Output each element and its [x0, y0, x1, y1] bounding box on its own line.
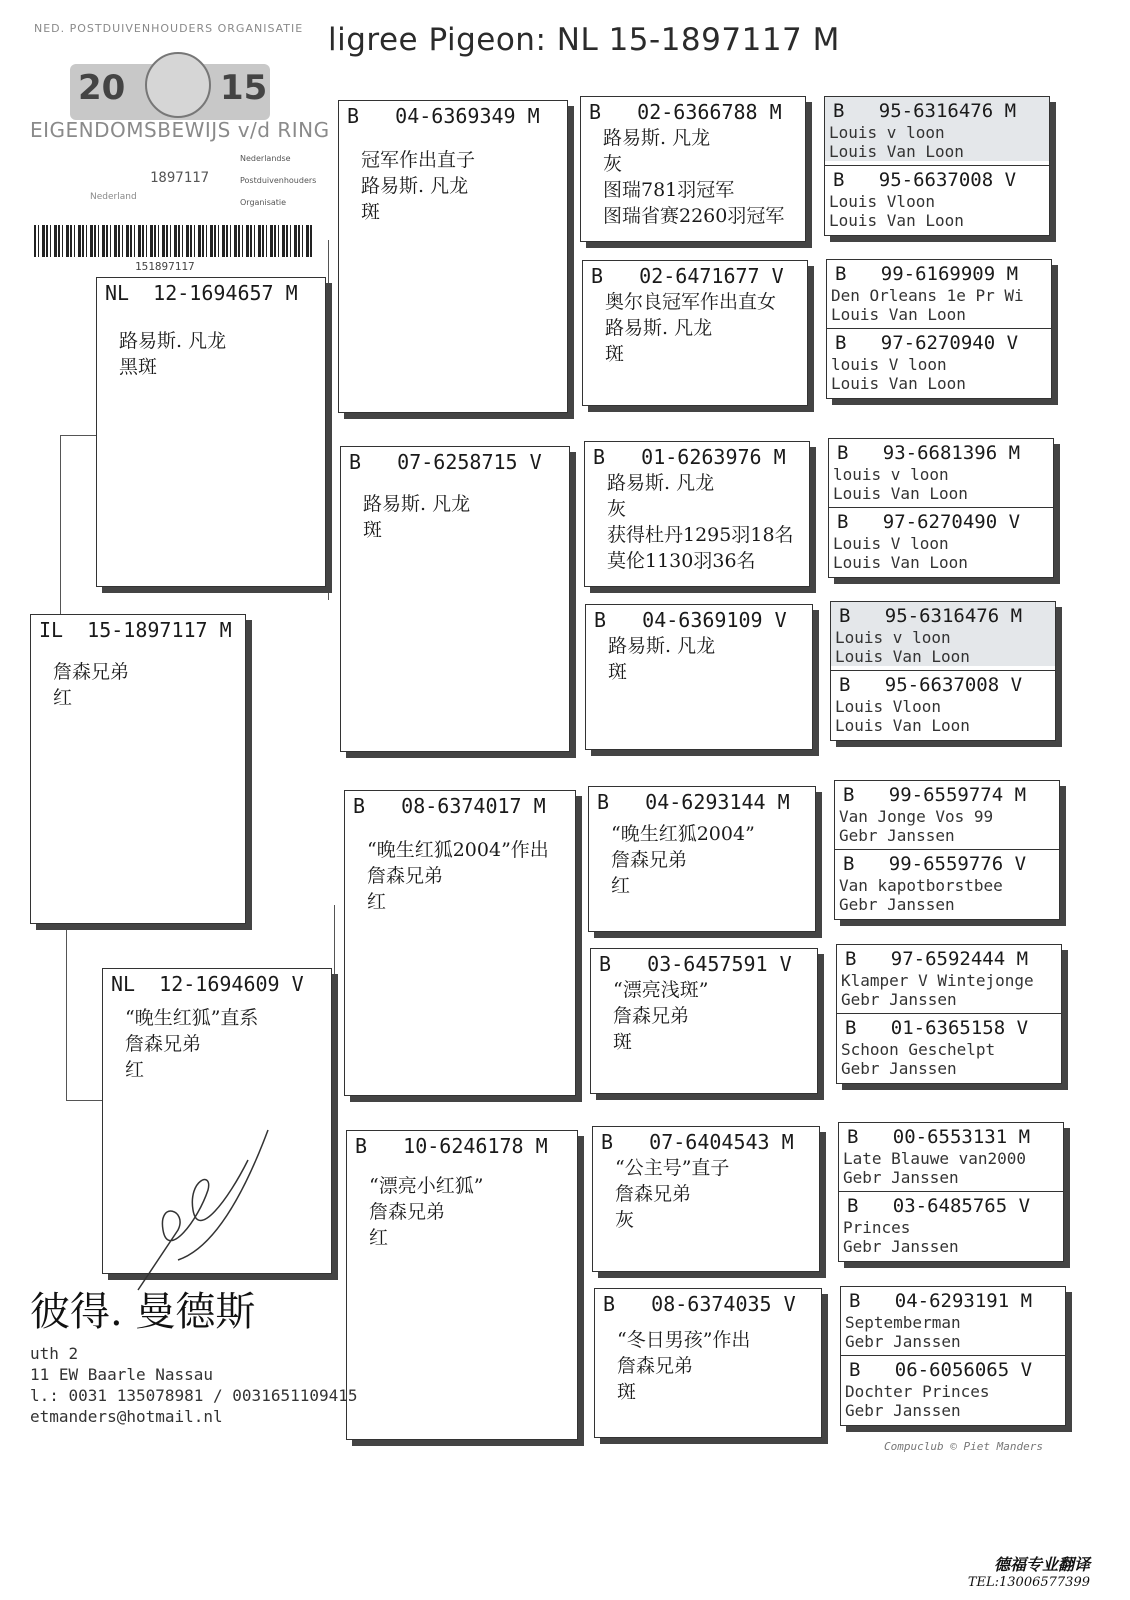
pigeon-line: 奥尔良冠军作出直女 [605, 291, 777, 313]
pigeon-line: 詹森兄弟 [53, 661, 130, 683]
ring-header: B 02-6366788 M [589, 100, 782, 124]
npo-line: Nederlandse [240, 154, 291, 163]
pigeon-line: Gebr Janssen [839, 826, 955, 845]
great-grandparent-box [585, 604, 813, 750]
connector-line [66, 930, 67, 1100]
grandparent-box [344, 790, 576, 1096]
pigeon-line: 路易斯. 凡龙 [603, 127, 711, 149]
pigeon-line: 斑 [617, 1381, 637, 1403]
great-grandparent-box [592, 1126, 820, 1272]
pigeon-line: “冬日男孩”作出 [617, 1329, 751, 1351]
great-grandparent-box [594, 1288, 822, 1438]
ring-header: B 99-6559776 V [843, 853, 1027, 875]
connector-line [328, 240, 329, 600]
pigeon-line: 詹森兄弟 [369, 1201, 446, 1223]
g4-entry [835, 849, 1059, 918]
translator-stamp [968, 1552, 1090, 1590]
ring-header: B 95-6316476 M [825, 97, 1049, 123]
pigeon-line: 图瑞省赛2260羽冠军 [603, 205, 785, 227]
pigeon-line: Gebr Janssen [843, 1237, 959, 1256]
pigeon-line: 詹森兄弟 [611, 849, 688, 871]
ring-header: B 04-6369109 V [594, 608, 787, 632]
year-right: 15 [220, 68, 268, 108]
pigeon-line: Louis Vloon [835, 697, 941, 716]
ring-header: B 04-6369349 M [347, 104, 540, 128]
ring-header: B 07-6258715 V [349, 450, 542, 474]
connector-line [60, 435, 61, 615]
owner-name: 彼得. 曼德斯 [30, 1289, 256, 1335]
g4-entry [835, 781, 1059, 849]
grandparent-box [338, 100, 568, 413]
pigeon-line: 红 [125, 1059, 145, 1081]
pigeon-line: 路易斯. 凡龙 [363, 493, 471, 515]
g4-box [838, 1122, 1064, 1262]
ring-header: B 95-6637008 V [839, 674, 1023, 696]
pigeon-line: 灰 [607, 498, 627, 520]
ring-header: B 97-6592444 M [845, 948, 1029, 970]
g4-box [828, 438, 1054, 578]
ring-number: 1897117 [150, 170, 210, 186]
translator-tel: TEL:13006577399 [967, 1575, 1090, 1590]
grandparent-box [346, 1130, 578, 1440]
pigeon-line: “晚生红狐2004” [611, 823, 755, 845]
npo-line: Organisatie [240, 198, 287, 207]
pigeon-line: “晚生红狐”直系 [125, 1007, 259, 1029]
pigeon-line: Louis Van Loon [835, 716, 970, 735]
pigeon-line: 詹森兄弟 [367, 865, 444, 887]
pigeon-line: Late Blauwe van2000 [843, 1149, 1027, 1168]
pigeon-line: 詹森兄弟 [617, 1355, 694, 1377]
pigeon-line: Klamper V Wintejonge [841, 971, 1034, 990]
owner-block [30, 1280, 358, 1427]
pigeon-line: 斑 [605, 343, 625, 365]
connector-line [570, 160, 571, 335]
pigeon-line: 黑斑 [119, 356, 158, 378]
ring-header: B 08-6374017 M [353, 794, 546, 818]
pigeon-line: “公主号”直子 [615, 1157, 730, 1179]
ring-header: B 08-6374035 V [603, 1292, 796, 1316]
pigeon-line: Den Orleans 1e Pr Wi [831, 286, 1024, 305]
pigeon-line: Louis v loon [825, 123, 1049, 142]
g4-box [830, 601, 1056, 741]
ring-header: B 99-6169909 M [835, 263, 1019, 285]
address-line: uth 2 [30, 1344, 79, 1363]
pigeon-line: Van kapotborstbee [839, 876, 1003, 895]
ring-header: NL 12-1694609 V [111, 972, 304, 996]
pigeon-line: 斑 [363, 519, 383, 541]
ring-header: B 03-6485765 V [847, 1195, 1031, 1217]
ring-header: B 97-6270940 V [835, 332, 1019, 354]
pigeon-line: Louis Van Loon [829, 211, 964, 230]
pigeon-line: “漂亮小红狐” [369, 1175, 484, 1197]
pigeon-line: Louis Van Loon [825, 142, 1049, 161]
pigeon-line: 灰 [603, 153, 623, 175]
ring-header: B 03-6457591 V [599, 952, 792, 976]
pigeon-line: 斑 [613, 1031, 633, 1053]
ring-header: B 04-6293191 M [849, 1290, 1033, 1312]
pigeon-line: Princes [843, 1218, 911, 1237]
great-grandparent-box [584, 441, 810, 587]
subject-pigeon-box [30, 614, 246, 924]
g4-entry [831, 602, 1055, 670]
g4-box [824, 96, 1050, 236]
npo-line: Postduivenhouders [240, 176, 317, 185]
pigeon-line: louis v loon [833, 465, 949, 484]
pigeon-line: 斑 [361, 201, 381, 223]
ring-header: B 95-6316476 M [831, 602, 1055, 628]
g4-box [834, 780, 1060, 920]
pigeon-line: Gebr Janssen [839, 895, 955, 914]
pigeon-line: Gebr Janssen [843, 1168, 959, 1187]
ring-header: B 97-6270490 V [837, 511, 1021, 533]
page-title: ligree Pigeon: NL 15-1897117 M [328, 22, 840, 58]
owner-address [30, 1343, 358, 1427]
connector-line [574, 510, 575, 685]
npo-logo-text [240, 148, 316, 214]
ring-header: NL 12-1694657 M [105, 281, 298, 305]
pigeon-line: 詹森兄弟 [615, 1183, 692, 1205]
great-grandparent-box [580, 96, 806, 242]
ring-header: B 02-6471677 V [591, 264, 784, 288]
pigeon-line: Louis v loon [831, 628, 1055, 647]
pigeon-line: louis V loon [831, 355, 947, 374]
pigeon-line: Louis Van Loon [833, 553, 968, 572]
pigeon-line: 莫伦1130羽36名 [607, 550, 756, 572]
pigeon-line: Louis Van Loon [831, 305, 966, 324]
g4-entry [837, 1013, 1061, 1082]
g4-entry [829, 507, 1053, 576]
g4-entry [825, 97, 1049, 165]
g4-entry [839, 1123, 1063, 1191]
ring-header: B 07-6404543 M [601, 1130, 794, 1154]
pigeon-line: 红 [611, 875, 631, 897]
lion-emblem-icon [145, 52, 211, 118]
ownership-card [30, 22, 330, 277]
pigeon-line: “漂亮浅斑” [613, 979, 709, 1001]
pigeon-line: 冠军作出直子 [361, 149, 476, 171]
address-line: 11 EW Baarle Nassau [30, 1365, 214, 1384]
pigeon-line: “晚生红狐2004”作出 [367, 839, 549, 861]
g4-entry [825, 165, 1049, 234]
phone-line: l.: 0031 135078981 / 0031651109415 [30, 1386, 358, 1405]
pigeon-line: 詹森兄弟 [613, 1005, 690, 1027]
g4-entry [841, 1287, 1065, 1355]
pigeon-line: 红 [369, 1227, 389, 1249]
pigeon-line: Dochter Princes [845, 1382, 990, 1401]
pigeon-line: Louis V loon [833, 534, 949, 553]
g4-entry [829, 439, 1053, 507]
pigeon-line: Van Jonge Vos 99 [839, 807, 994, 826]
g4-box [840, 1286, 1066, 1426]
country-label: Nederland [90, 192, 137, 202]
ring-header: B 01-6365158 V [845, 1017, 1029, 1039]
ownership-heading: EIGENDOMSBEWIJS v/d RING [30, 118, 330, 142]
software-credit: Compuclub © Piet Manders [884, 1440, 1043, 1453]
pigeon-line: 路易斯. 凡龙 [605, 317, 713, 339]
ring-header: B 93-6681396 M [837, 442, 1021, 464]
pigeon-line: Gebr Janssen [841, 990, 957, 1009]
pigeon-line: Schoon Geschelpt [841, 1040, 996, 1059]
great-grandparent-box [588, 786, 816, 932]
ring-header: B 06-6056065 V [849, 1359, 1033, 1381]
ring-header: B 10-6246178 M [355, 1134, 548, 1158]
g4-entry [837, 945, 1061, 1013]
pigeon-line: Louis Van Loon [831, 647, 1055, 666]
great-grandparent-box [590, 948, 818, 1094]
pigeon-line: 路易斯. 凡龙 [607, 472, 715, 494]
pigeon-line: 红 [367, 891, 387, 913]
parent-box-sire [96, 277, 326, 587]
connector-line [578, 850, 579, 1025]
pigeon-line: Louis Vloon [829, 192, 935, 211]
pigeon-line: Gebr Janssen [845, 1401, 961, 1420]
connector-line [66, 1100, 102, 1101]
g4-box [836, 944, 1062, 1084]
connector-line [60, 435, 96, 436]
ring-header: B 95-6637008 V [833, 169, 1017, 191]
email-line: etmanders@hotmail.nl [30, 1407, 223, 1426]
pigeon-line: 灰 [615, 1209, 635, 1231]
pigeon-line: Gebr Janssen [845, 1332, 961, 1351]
g4-entry [831, 670, 1055, 739]
ring-header: B 00-6553131 M [847, 1126, 1031, 1148]
ring-header: B 01-6263976 M [593, 445, 786, 469]
ring-header: IL 15-1897117 M [39, 618, 232, 642]
pigeon-line: 图瑞781羽冠军 [603, 179, 735, 201]
g4-entry [839, 1191, 1063, 1260]
pigeon-line: 路易斯. 凡龙 [361, 175, 469, 197]
barcode [34, 225, 312, 257]
g4-entry [841, 1355, 1065, 1424]
pigeon-line: 获得杜丹1295羽18名 [607, 524, 794, 546]
pigeon-line: 斑 [608, 661, 628, 683]
pigeon-line: 路易斯. 凡龙 [608, 635, 716, 657]
pigeon-line: Gebr Janssen [841, 1059, 957, 1078]
g4-box [826, 259, 1052, 399]
pigeon-line: 詹森兄弟 [125, 1033, 202, 1055]
connector-line [334, 905, 335, 1265]
great-grandparent-box [582, 260, 808, 406]
pigeon-line: Louis Van Loon [833, 484, 968, 503]
pigeon-line: 路易斯. 凡龙 [119, 330, 227, 352]
ring-header: B 99-6559774 M [843, 784, 1027, 806]
ring-header: B 04-6293144 M [597, 790, 790, 814]
pigeon-line: Louis Van Loon [831, 374, 966, 393]
translator-name: 德福专业翻译 [993, 1555, 1090, 1574]
barcode-number: 151897117 [135, 260, 195, 273]
g4-entry [827, 328, 1051, 397]
org-text: NED. POSTDUIVENHOUDERS ORGANISATIE [34, 22, 304, 35]
year-left: 20 [78, 68, 126, 108]
pigeon-line: Septemberman [845, 1313, 961, 1332]
connector-line [580, 1190, 581, 1370]
grandparent-box [340, 446, 570, 752]
g4-entry [827, 260, 1051, 328]
pigeon-line: 红 [53, 687, 73, 709]
